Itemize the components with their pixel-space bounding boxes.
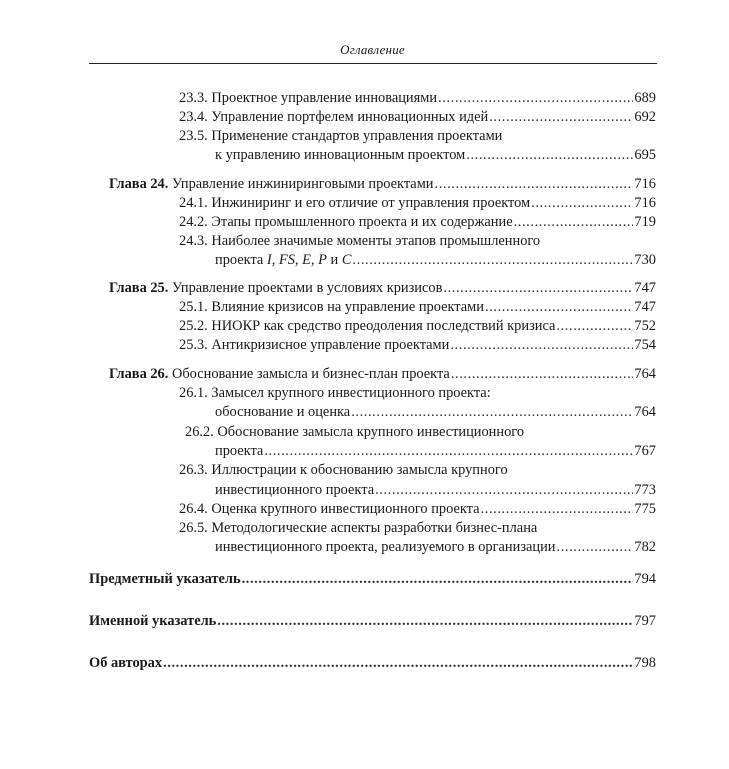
toc-entry-title: 23.3. Проектное управление инновациями	[179, 90, 438, 106]
toc-entry-24-3-line1[interactable]: 24.3. Наиболее значимые моменты этапов промышленного	[179, 233, 541, 249]
dot-leader	[264, 442, 633, 461]
page-number: 764	[634, 404, 656, 420]
toc-entry-26-5-line1[interactable]: 26.5. Методологические аспекты разработки бизнес-плана	[179, 520, 538, 536]
toc-entry-title: к управлению инновационным проектом	[215, 147, 466, 163]
dot-leader	[485, 298, 633, 317]
toc-entry-26-4[interactable]	[179, 500, 656, 519]
toc-entry-23-4[interactable]	[179, 108, 656, 127]
toc-entry-title: проекта I, FS, E, P и C	[215, 252, 352, 268]
page-number: 689	[634, 90, 656, 106]
dot-leader	[217, 612, 633, 631]
toc-entry-23-5[interactable]	[215, 146, 656, 165]
page-number: 730	[634, 252, 656, 268]
toc-entry-24-1[interactable]	[179, 194, 656, 213]
page-number: 692	[634, 109, 656, 125]
dot-leader	[242, 570, 634, 589]
toc-entry-23-3[interactable]	[179, 89, 656, 108]
dot-leader	[438, 89, 633, 108]
dot-leader	[450, 336, 633, 355]
page-number: 775	[634, 501, 656, 517]
toc-chapter-25[interactable]	[109, 279, 656, 298]
running-header: Оглавление	[340, 42, 405, 57]
toc-entry-25-3[interactable]	[179, 336, 656, 355]
toc-entry-title: 23.4. Управление портфелем инновационных идей	[179, 109, 489, 125]
page-number: 747	[634, 299, 656, 315]
toc-entry-title: 25.1. Влияние кризисов на управление проектами	[179, 299, 484, 315]
toc-entry-26-2[interactable]	[215, 442, 656, 461]
page-number: 747	[634, 280, 656, 296]
toc-entry-26-3[interactable]	[215, 481, 656, 500]
toc-entry-title: 24.2. Этапы промышленного проекта и их содержание	[179, 214, 513, 230]
page-number: 764	[634, 366, 656, 382]
dot-leader	[514, 213, 634, 232]
toc-entry-title: проекта	[215, 443, 264, 459]
toc-subject-index[interactable]	[89, 570, 656, 589]
dot-leader	[435, 175, 634, 194]
page-number: 798	[634, 655, 656, 671]
page-number: 719	[634, 214, 656, 230]
toc-entry-title: Глава 24. Управление инжиниринговыми проектами	[109, 176, 434, 192]
toc-entry-26-3-line1[interactable]: 26.3. Иллюстрации к обоснованию замысла крупного	[179, 462, 508, 478]
toc-entry-26-5[interactable]	[215, 538, 656, 557]
page-number: 782	[634, 539, 656, 555]
page-number: 754	[634, 337, 656, 353]
toc-entry-title: Глава 26. Обоснование замысла и бизнес-план проекта	[109, 366, 450, 382]
page-number: 797	[634, 613, 656, 629]
dot-leader	[557, 538, 634, 557]
page-number: 716	[634, 195, 656, 211]
toc-entry-title: инвестиционного проекта, реализуемого в организации	[215, 539, 556, 555]
toc-entry-26-2-line1[interactable]: 26.2. Обоснование замысла крупного инвестиционного	[185, 424, 525, 440]
toc-entry-title: 26.4. Оценка крупного инвестиционного проекта	[179, 501, 480, 517]
toc-entry-title: 24.1. Инжиниринг и его отличие от управления проектом	[179, 195, 531, 211]
page-number: 695	[634, 147, 656, 163]
toc-entry-title: 25.3. Антикризисное управление проектами	[179, 337, 450, 353]
dot-leader	[351, 403, 633, 422]
toc-entry-26-1[interactable]	[215, 403, 656, 422]
toc-entry-25-1[interactable]	[179, 298, 656, 317]
dot-leader	[466, 146, 633, 165]
toc-entry-title: Об авторах	[89, 655, 163, 671]
toc-entry-24-3[interactable]	[215, 251, 656, 270]
dot-leader	[443, 279, 633, 298]
dot-leader	[531, 194, 633, 213]
toc-name-index[interactable]	[89, 612, 656, 631]
toc-entry-24-2[interactable]	[179, 213, 656, 232]
toc-entry-title: Глава 25. Управление проектами в условиях кризисов	[109, 280, 443, 296]
dot-leader	[375, 481, 633, 500]
toc-chapter-24[interactable]	[109, 175, 656, 194]
toc-entry-title: инвестиционного проекта	[215, 482, 375, 498]
dot-leader	[163, 654, 633, 673]
toc-entry-title: Предметный указатель	[89, 571, 241, 587]
toc-entry-title: обоснование и оценка	[215, 404, 351, 420]
dot-leader	[352, 251, 633, 270]
page-number: 767	[634, 443, 656, 459]
dot-leader	[481, 500, 634, 519]
page-number: 794	[634, 571, 656, 587]
page-number: 773	[634, 482, 656, 498]
toc-entry-26-1-line1[interactable]: 26.1. Замысел крупного инвестиционного проекта:	[179, 385, 491, 401]
toc-about-authors[interactable]	[89, 654, 656, 673]
dot-leader	[489, 108, 633, 127]
toc-entry-25-2[interactable]	[179, 317, 656, 336]
toc-entry-23-5-line1[interactable]: 23.5. Применение стандартов управления проектами	[179, 128, 503, 144]
page-number: 716	[634, 176, 656, 192]
toc-entry-title: 25.2. НИОКР как средство преодоления последствий кризиса	[179, 318, 556, 334]
dot-leader	[556, 317, 633, 336]
toc-entry-title: Именной указатель	[89, 613, 217, 629]
dot-leader	[451, 365, 634, 384]
page-number: 752	[634, 318, 656, 334]
toc-chapter-26[interactable]	[109, 365, 656, 384]
